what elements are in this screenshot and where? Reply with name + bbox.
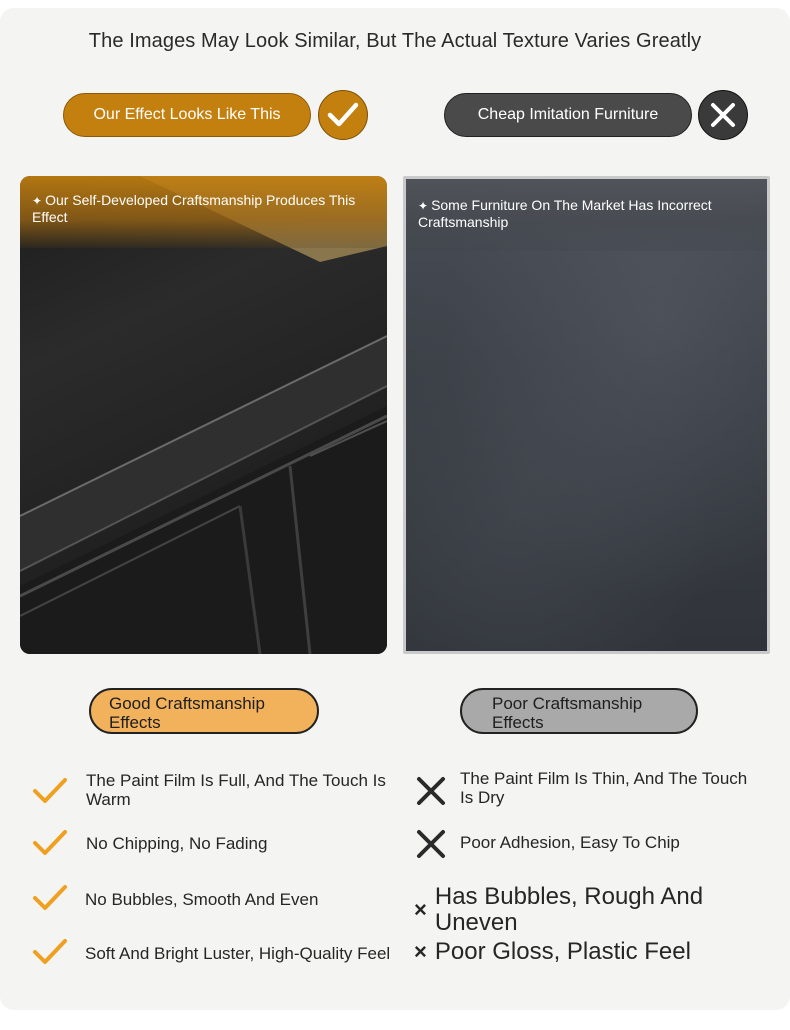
good-craftsmanship-label: Good Craftsmanship Effects xyxy=(89,688,319,734)
good-feature-text: Soft And Bright Luster, High-Quality Feel xyxy=(85,944,391,963)
good-feature-item xyxy=(86,771,386,809)
x-icon xyxy=(415,775,447,807)
cheap-imitation-label xyxy=(444,93,692,137)
bad-feature-text: The Paint Film Is Thin, And The Touch Is Dry xyxy=(460,769,748,807)
check-icon xyxy=(32,828,68,858)
bad-texture-photo xyxy=(403,176,770,654)
bad-feature-item xyxy=(460,833,760,852)
bad-feature-item xyxy=(414,884,786,936)
bad-feature-item xyxy=(460,769,760,807)
sparkle-icon: ✦ xyxy=(32,194,43,208)
check-icon xyxy=(32,883,68,913)
poor-craftsmanship-label: Poor Craftsmanship Effects xyxy=(460,688,698,734)
good-texture-photo xyxy=(20,176,387,654)
sparkle-icon: ✦ xyxy=(418,199,429,213)
x-icon xyxy=(415,828,447,860)
bad-feature-text: Poor Gloss, Plastic Feel xyxy=(434,938,691,965)
x-icon: × xyxy=(414,939,427,964)
check-icon xyxy=(318,90,368,140)
good-feature-item xyxy=(85,890,385,909)
bad-feature-item xyxy=(414,939,786,965)
good-feature-text: The Paint Film Is Full, And The Touch Is Warm xyxy=(86,771,386,809)
our-effect-label xyxy=(63,93,311,137)
check-icon xyxy=(32,776,68,806)
good-photo-caption-banner xyxy=(20,176,387,248)
good-feature-item xyxy=(85,944,415,963)
good-feature-item xyxy=(86,834,386,853)
good-photo-caption: Our Self-Developed Craftsmanship Produces This Effect xyxy=(32,192,356,225)
x-icon xyxy=(698,90,748,140)
bad-feature-text: Has Bubbles, Rough And Uneven xyxy=(434,883,704,936)
x-icon: × xyxy=(414,897,427,922)
our-effect-text: Our Effect Looks Like This xyxy=(93,106,281,123)
bad-feature-text: Poor Adhesion, Easy To Chip xyxy=(460,833,680,852)
check-icon xyxy=(32,937,68,967)
bad-photo-caption-banner xyxy=(406,179,767,251)
good-feature-text: No Chipping, No Fading xyxy=(86,834,268,853)
cheap-imitation-text: Cheap Imitation Furniture xyxy=(477,106,659,123)
bad-photo-caption: Some Furniture On The Market Has Incorrect Craftsmanship xyxy=(418,197,712,230)
good-feature-text: No Bubbles, Smooth And Even xyxy=(85,890,319,909)
headline: The Images May Look Similar, But The Actual Texture Varies Greatly xyxy=(88,30,702,52)
